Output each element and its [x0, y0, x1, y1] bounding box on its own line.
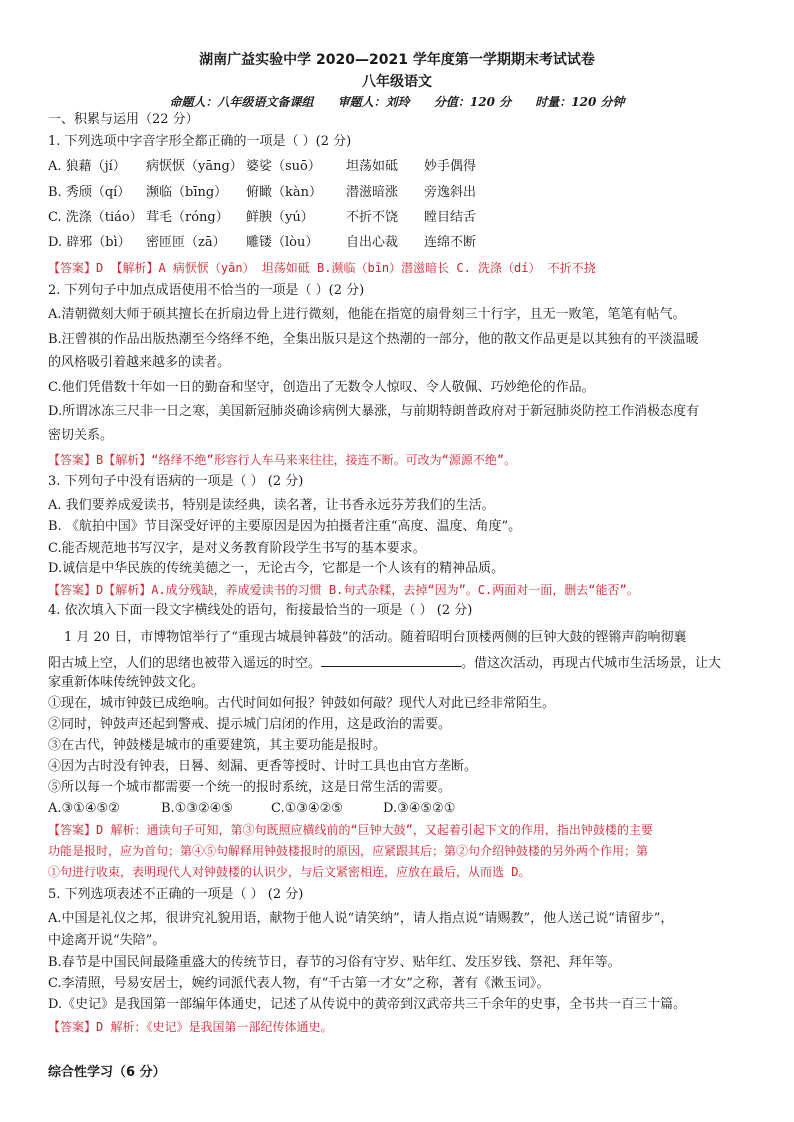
q4-passage-line3: 家重新体味传统钟鼓文化。 — [48, 675, 205, 690]
q1-option-c — [48, 208, 476, 228]
q2-option-b-line2: 的风格吸引着越来越多的读者。 — [48, 355, 231, 370]
q5-stem: 5. 下列选项表述不正确的一项是（ ） (2 分) — [48, 887, 304, 902]
q5-answer: 【答案】D 解析：《史记》是我国第一部纪传体通史。 — [48, 1020, 333, 1034]
q1-a-2: 病恹恹（yāng） — [146, 159, 243, 174]
q1-answer: 【答案】D 【解析】A 病恹恹（yān） 坦荡如砥 B.濒临（bīn）潜滋暗长 C. 洗涤（dí） 不折不挠 — [48, 261, 596, 275]
q4-fill-blank — [321, 652, 461, 667]
q1-d-4: 自出心裁 — [346, 235, 399, 250]
q4-option-a: A.③①④⑤② — [48, 801, 120, 816]
meta-score: 分值：120 分 — [433, 95, 512, 109]
q2-answer: 【答案】B【解析】“络绎不绝”形容行人车马来来往往，接连不断。可改为“源源不绝”。 — [48, 453, 517, 467]
q4-answer-line1: 【答案】D 解析：通读句子可知，第③句既照应横线前的“巨钟大鼓”，又起着引起下文的作用，指出钟鼓楼的主要 — [48, 823, 653, 837]
q3-option-c: C.能否规范地书写汉字，是对义务教育阶段学生书写的基本要求。 — [48, 541, 426, 556]
q4-answer-line2: 功能是报时，应为首句；第④⑤句解释用钟鼓楼报时的原因，应紧跟其后；第②句介绍钟鼓楼的另外两个作用；第 — [48, 844, 649, 858]
q4-passage-line2-b: 。借这次活动，再现古代城市生活场景，让大 — [461, 656, 722, 671]
q3-option-a: A. 我们要养成爱读书，特别是读经典，读名著，让书香永远芬芳我们的生活。 — [48, 498, 495, 513]
q1-b-5: 旁逸斜出 — [424, 185, 477, 200]
q1-option-b — [48, 183, 476, 203]
q3-stem: 3. 下列句子中没有语病的一项是（ ） (2 分) — [48, 474, 304, 489]
exam-meta — [0, 93, 794, 110]
q5-option-a-line2: 中途离开说“失陪”。 — [48, 933, 166, 948]
q1-d-2: 密匝匝（zā） — [146, 235, 226, 250]
q1-c-3: 鲜腴（yú） — [246, 210, 314, 225]
q2-option-d-line1: D.所谓冰冻三尺非一日之寒，美国新冠肺炎确诊病例大暴涨，与前期特朗普政府对于新冠肺炎防控工作消极态度有 — [48, 404, 700, 419]
q4-stem: 4. 依次填入下面一段文字横线处的语句，衔接最恰当的一项是（ ） (2 分) — [48, 603, 473, 618]
q1-c-1: C. 洗涤（tiáo） — [48, 210, 143, 225]
q5-option-b: B.春节是中国民间最隆重盛大的传统节日，春节的习俗有守岁、贴年红、发压岁钱、祭祀、拜年等。 — [48, 955, 621, 970]
q4-passage-line2-a: 阳古城上空，人们的思绪也被带入遥远的时空。 — [48, 656, 322, 671]
q4-sentence-2: ②同时，钟鼓声还起到警戒、提示城门启闭的作用，这是政治的需要。 — [48, 717, 452, 732]
q1-b-4: 潜滋暗涨 — [346, 185, 399, 200]
q1-c-2: 茸毛（róng） — [146, 210, 229, 225]
q4-sentence-1: ①现在，城市钟鼓已成绝响。古代时间如何报？钟鼓如何敲？现代人对此已经非常陌生。 — [48, 696, 556, 711]
exam-subtitle: 八年级语文 — [362, 74, 432, 90]
q1-a-5: 妙手偶得 — [424, 159, 477, 174]
q1-a-1: A. 狼藉（jí） — [48, 159, 126, 174]
q4-sentence-3: ③在古代，钟鼓楼是城市的重要建筑，其主要功能是报时。 — [48, 738, 387, 753]
q1-option-a — [48, 157, 476, 177]
q1-stem: 1. 下列选项中字音字形全都正确的一项是（ ）(2 分) — [48, 134, 352, 149]
q4-passage-line2 — [48, 652, 721, 674]
q5-option-c: C.李清照，号易安居士，婉约词派代表人物，有“千古第一才女”之称，著有《漱玉词》。 — [48, 976, 550, 991]
q4-sentence-5: ⑤所以每一个城市都需要一个统一的报时系统，这是日常生活的需要。 — [48, 780, 452, 795]
q5-option-d: D.《史记》是我国第一部编年体通史，记述了从传说中的黄帝到汉武帝共三千余年的史事，全书共一百三十篇。 — [48, 997, 687, 1012]
q4-options — [48, 799, 455, 819]
section-heading-1: 一、积累与运用（22 分） — [48, 112, 199, 127]
meta-reviewer: 审题人：刘玲 — [337, 95, 410, 109]
q2-option-a: A.清朝微刻大师于硕其擅长在折扇边骨上进行微刻，他能在指宽的扇骨刻三十行字，且无一败笔，笔笔有帖气。 — [48, 307, 686, 322]
q1-b-3: 俯瞰（kàn） — [246, 185, 323, 200]
exam-title: 湖南广益实验中学 2020—2021 学年度第一学期期末考试试卷 — [199, 52, 595, 68]
q3-option-b: B. 《航拍中国》节目深受好评的主要原因是因为拍摄者注重“高度、温度、角度”。 — [48, 519, 522, 534]
q4-passage-line1: 1 月 20 日，市博物馆举行了“重现古城晨钟暮鼓”的活动。随着昭明台顶楼两侧的巨钟大鼓的铿锵声韵响彻襄 — [64, 630, 687, 645]
q4-option-c: C.①③④②⑤ — [271, 801, 343, 816]
q4-option-b: B.①③②④⑤ — [161, 801, 233, 816]
q1-b-1: B. 秀颀（qí） — [48, 185, 131, 200]
q5-option-a-line1: A.中国是礼仪之邦，很讲究礼貌用语，献物于他人说“请笑纳”，请人指点说“请赐教”，他人送己说“请留步”， — [48, 911, 674, 926]
q1-c-4: 不折不饶 — [346, 210, 399, 225]
q3-option-d: D.诚信是中华民族的传统美德之一，无论古今，它都是一个人该有的精神品质。 — [48, 561, 505, 576]
q1-d-3: 雕镂（lòu） — [246, 235, 319, 250]
q4-answer-line3: ①句进行收束，表明现代人对钟鼓楼的认识少，与后文紧密相连，应放在最后，从而选 D。 — [48, 865, 531, 879]
q1-b-2: 濒临（bīng） — [146, 185, 228, 200]
q1-a-3: 婆娑（suō） — [246, 159, 321, 174]
meta-time: 时量：120 分钟 — [535, 95, 625, 109]
meta-author: 命题人：八年级语文备课组 — [169, 95, 314, 109]
q2-option-d-line2: 密切关系。 — [48, 428, 114, 443]
q3-answer: 【答案】D【解析】A.成分残缺，养成爱读书的习惯 B.句式杂糅，去掉“因为”。C.两面对一面，删去“能否”。 — [48, 583, 639, 597]
q1-c-5: 瞠目结舌 — [424, 210, 477, 225]
q1-d-5: 连绵不断 — [424, 235, 477, 250]
q1-option-d — [48, 233, 476, 253]
q4-option-d: D.③④⑤②① — [383, 801, 456, 816]
q2-stem: 2. 下列句子中加点成语使用不恰当的一项是（ ）(2 分) — [48, 283, 365, 298]
q1-a-4: 坦荡如砥 — [346, 159, 399, 174]
q1-d-1: D. 辟邪（bì） — [48, 235, 131, 250]
section-heading-2: 综合性学习（6 分） — [48, 1065, 166, 1080]
q4-sentence-4: ④因为古时没有钟表，日晷、刻漏、更香等授时、计时工具也由官方垄断。 — [48, 759, 478, 774]
q2-option-b-line1: B.汪曾祺的作品出版热潮至今络绎不绝，全集出版只是这个热潮的一部分，他的散文作品更是以其独有的平淡温暖 — [48, 332, 699, 347]
q2-option-c: C.他们凭借数十年如一日的勤奋和坚守，创造出了无数令人惊叹、令人敬佩、巧妙绝伦的作品。 — [48, 380, 595, 395]
